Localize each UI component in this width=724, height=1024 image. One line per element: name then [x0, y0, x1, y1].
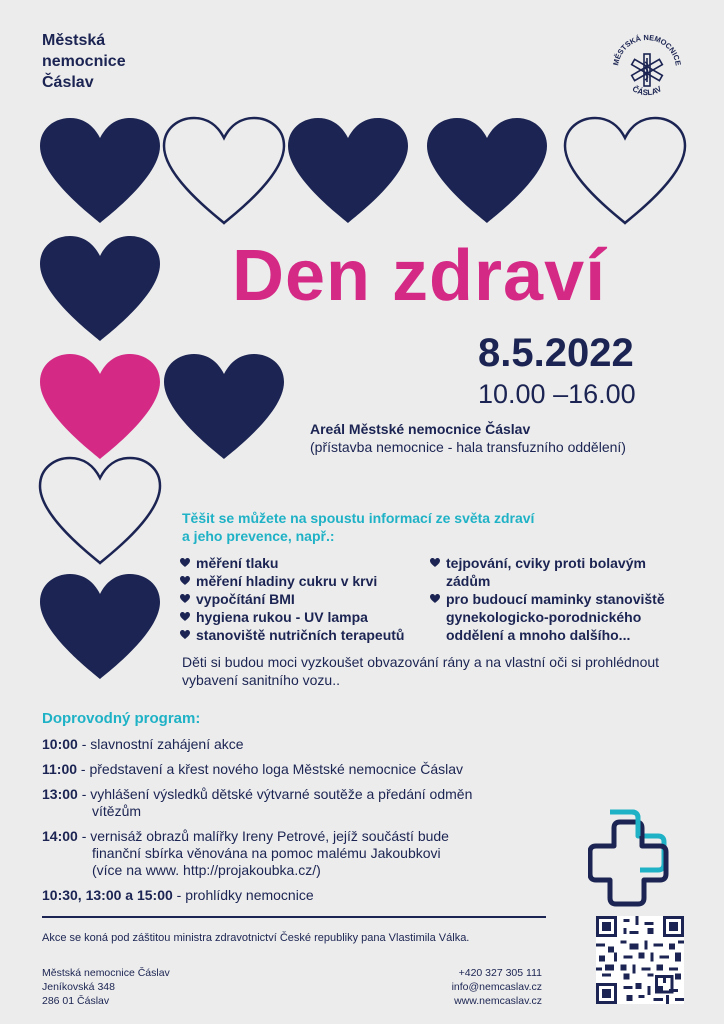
- event-venue: [310, 420, 626, 456]
- heart-navy: [288, 118, 408, 223]
- heart-navy: [40, 236, 160, 341]
- email-address: info@nemcaslav.cz: [451, 981, 542, 993]
- program-item: [42, 786, 542, 820]
- heart-outline: [40, 458, 160, 563]
- address-line: 286 01 Čáslav: [42, 995, 110, 1007]
- program-text-cont: vítězům: [92, 803, 142, 819]
- heart-outline: [164, 118, 284, 223]
- heart-navy: [427, 118, 547, 223]
- heart-navy: [40, 574, 160, 679]
- heart-bullet-icon: [180, 594, 190, 604]
- program-list: [42, 736, 542, 912]
- qr-code[interactable]: [596, 916, 684, 1004]
- list-item: [430, 554, 692, 590]
- program-time: 13:00: [42, 786, 78, 802]
- hospital-name-line2: nemocnice: [42, 53, 126, 70]
- kids-text: Děti si budou moci vyzkoušet obvazování rány a na vlastní oči si prohlédnout vybavení sanitního vozu..: [182, 654, 660, 688]
- list-item: [430, 590, 692, 644]
- program-time: 10:00: [42, 736, 78, 752]
- program-text: - prohlídky nemocnice: [172, 887, 314, 903]
- list-item-text: pro budoucí maminky stanoviště gynekologicko-porodnického oddělení a mnoho dalšího...: [446, 591, 665, 643]
- heart-navy: [164, 354, 284, 459]
- program-item: [42, 736, 542, 753]
- program-time: 10:30, 13:00 a 15:00: [42, 887, 173, 903]
- seal-bottom-text: ČÁSLAV: [630, 84, 664, 98]
- program-time: 14:00: [42, 828, 78, 844]
- heart-bullet-icon: [180, 630, 190, 640]
- venue-detail: (přístavba nemocnice - hala transfuzního oddělení): [310, 439, 626, 455]
- hospital-name-line1: Městská: [42, 32, 106, 49]
- program-text: - slavnostní zahájení akce: [77, 736, 244, 752]
- program-text: - vyhlášení výsledků dětské výtvarné soutěže a předání odměn: [77, 786, 473, 802]
- activities-list-right: [430, 554, 692, 644]
- heart-pink: [40, 354, 160, 459]
- list-item-text: měření hladiny cukru v krvi: [196, 573, 378, 589]
- event-date: 8.5.2022: [478, 331, 634, 375]
- list-item: [180, 554, 420, 572]
- heart-bullet-icon: [180, 576, 190, 586]
- program-text: - vernisáž obrazů malířky Ireny Petrové, jejíž součástí bude: [77, 828, 449, 844]
- event-title: Den zdraví: [232, 236, 607, 316]
- list-item-text: stanoviště nutričních terapeutů: [196, 627, 405, 643]
- list-item: [180, 608, 420, 626]
- program-item: [42, 887, 542, 904]
- list-item-text: hygiena rukou - UV lampa: [196, 609, 368, 625]
- program-item: [42, 761, 542, 778]
- program-text-cont: finanční sbírka věnována na pomoc malému Jakoubkovi: [92, 845, 441, 861]
- program-text: - představení a křest nového loga Městské nemocnice Čáslav: [77, 761, 464, 777]
- footer-divider: [42, 916, 546, 918]
- venue-name: Areál Městské nemocnice Čáslav: [310, 421, 531, 437]
- event-time: 10.00 –16.00: [478, 379, 636, 409]
- list-item-text: vypočítání BMI: [196, 591, 295, 607]
- program-title: Doprovodný program:: [42, 710, 201, 727]
- heart-bullet-icon: [430, 558, 440, 568]
- list-item-text: měření tlaku: [196, 555, 279, 571]
- address-line: Městská nemocnice Čáslav: [42, 967, 170, 979]
- program-item: [42, 828, 542, 879]
- heart-bullet-icon: [430, 594, 440, 604]
- patronage-note: Akce se koná pod záštitou ministra zdravotnictví České republiky pana Vlastimila Válka.: [42, 932, 470, 944]
- heart-bullet-icon: [180, 558, 190, 568]
- contact-block: [400, 966, 542, 1008]
- hospital-name-line3: Čáslav: [42, 74, 94, 91]
- seal-top-text: MĚSTSKÁ NEMOCNICE: [611, 32, 683, 67]
- heart-navy: [40, 118, 160, 223]
- website-url: www.nemcaslav.cz: [454, 995, 542, 1007]
- phone-number: +420 327 305 111: [458, 967, 542, 979]
- list-item-text: tejpování, cviky proti bolavým zádům: [446, 555, 646, 589]
- list-item: [180, 572, 420, 590]
- hospital-cross-logo: [588, 808, 688, 908]
- intro-line2: a jeho prevence, např.:: [182, 528, 335, 544]
- address-line: Jeníkovská 348: [42, 981, 115, 993]
- list-item: [180, 590, 420, 608]
- program-time: 11:00: [42, 761, 78, 777]
- heart-bullet-icon: [180, 612, 190, 622]
- list-item: [180, 626, 420, 644]
- intro-line1: Těšit se můžete na spoustu informací ze světa zdraví: [182, 510, 535, 526]
- heart-outline: [565, 118, 685, 223]
- program-text-cont: (více na www. http://projakoubka.cz/): [92, 862, 321, 878]
- intro-text: [182, 509, 534, 545]
- activities-list-left: [180, 554, 420, 644]
- address-block: [42, 966, 170, 1008]
